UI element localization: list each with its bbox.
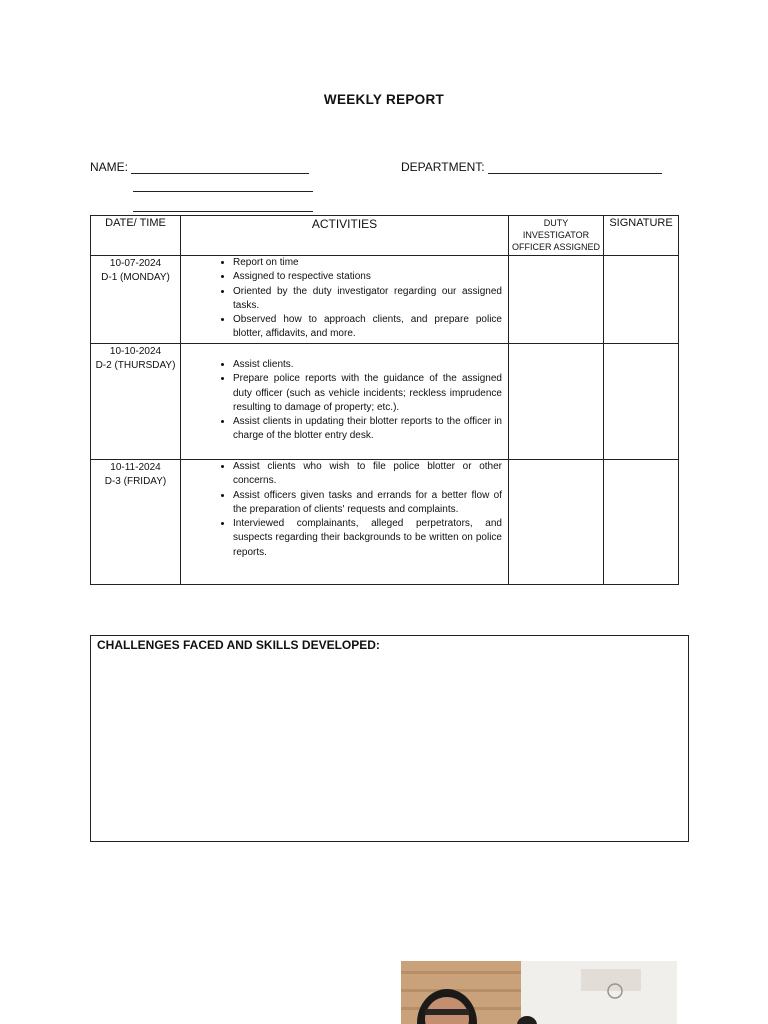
name-label: NAME: bbox=[90, 160, 129, 174]
list-item: • Oriented by the duty investigator regarding our assigned tasks. bbox=[233, 285, 502, 314]
header-signature: SIGNATURE bbox=[604, 216, 679, 256]
table-header-row bbox=[91, 216, 679, 256]
day-value: D-1 (MONDAY) bbox=[101, 272, 170, 283]
list-item: • Interviewed complainants, alleged perpetrators, and suspects regarding their backgrounds to be written on police reports. bbox=[233, 517, 502, 560]
activities-cell bbox=[181, 344, 509, 460]
list-item: • Assist officers given tasks and errands for a better flow of the preparation of clients' requests and complaints. bbox=[233, 489, 502, 518]
list-item: • Assist clients in updating their blotter reports to the officer in charge of the blotter entry desk. bbox=[233, 415, 502, 444]
challenges-label: CHALLENGES FACED AND SKILLS DEVELOPED: bbox=[97, 638, 380, 652]
photo-image bbox=[401, 961, 677, 1024]
signature-cell bbox=[604, 344, 679, 460]
table-row bbox=[91, 460, 679, 585]
name-blank-line bbox=[131, 163, 309, 174]
table-row bbox=[91, 256, 679, 344]
list-item: • Assigned to respective stations bbox=[233, 270, 502, 284]
activities-cell bbox=[181, 460, 509, 585]
name-blank-line-3 bbox=[133, 210, 313, 212]
date-cell bbox=[91, 344, 181, 460]
photo-illustration bbox=[401, 961, 677, 1024]
department-label: DEPARTMENT: bbox=[401, 160, 485, 174]
activities-cell bbox=[181, 256, 509, 344]
challenges-box bbox=[90, 635, 689, 842]
page-title: WEEKLY REPORT bbox=[323, 92, 445, 107]
date-value: 10-10-2024 bbox=[109, 346, 162, 357]
header-activities: ACTIVITIES bbox=[181, 216, 509, 256]
header-duty-officer: DUTY INVESTIGATOR OFFICER ASSIGNED bbox=[509, 216, 604, 256]
department-blank-line bbox=[488, 163, 662, 174]
duty-officer-cell bbox=[509, 460, 604, 585]
table-row bbox=[91, 344, 679, 460]
date-value: 10-07-2024 bbox=[109, 258, 162, 269]
day-value: D-3 (FRIDAY) bbox=[104, 476, 167, 487]
name-field bbox=[90, 160, 309, 174]
list-item: • Observed how to approach clients, and prepare police blotter, affidavits, and more. bbox=[233, 313, 502, 342]
signature-cell bbox=[604, 256, 679, 344]
signature-cell bbox=[604, 460, 679, 585]
department-field bbox=[401, 160, 662, 174]
list-item: • Assist clients who wish to file police blotter or other concerns. bbox=[233, 460, 502, 489]
activity-table bbox=[90, 215, 679, 585]
duty-officer-cell bbox=[509, 344, 604, 460]
date-value: 10-11-2024 bbox=[110, 462, 161, 473]
day-value: D-2 (THURSDAY) bbox=[95, 360, 176, 371]
list-item: • Prepare police reports with the guidance of the assigned duty officer (such as vehicle incidents; reckless imprudence resulting to damage of property; etc.). bbox=[233, 372, 502, 415]
date-cell bbox=[91, 460, 181, 585]
name-blank-line-2 bbox=[133, 190, 313, 192]
duty-officer-cell bbox=[509, 256, 604, 344]
date-cell bbox=[91, 256, 181, 344]
list-item: • Assist clients. bbox=[233, 358, 502, 372]
header-date: DATE/ TIME bbox=[91, 216, 181, 256]
list-item: • Report on time bbox=[233, 256, 502, 270]
